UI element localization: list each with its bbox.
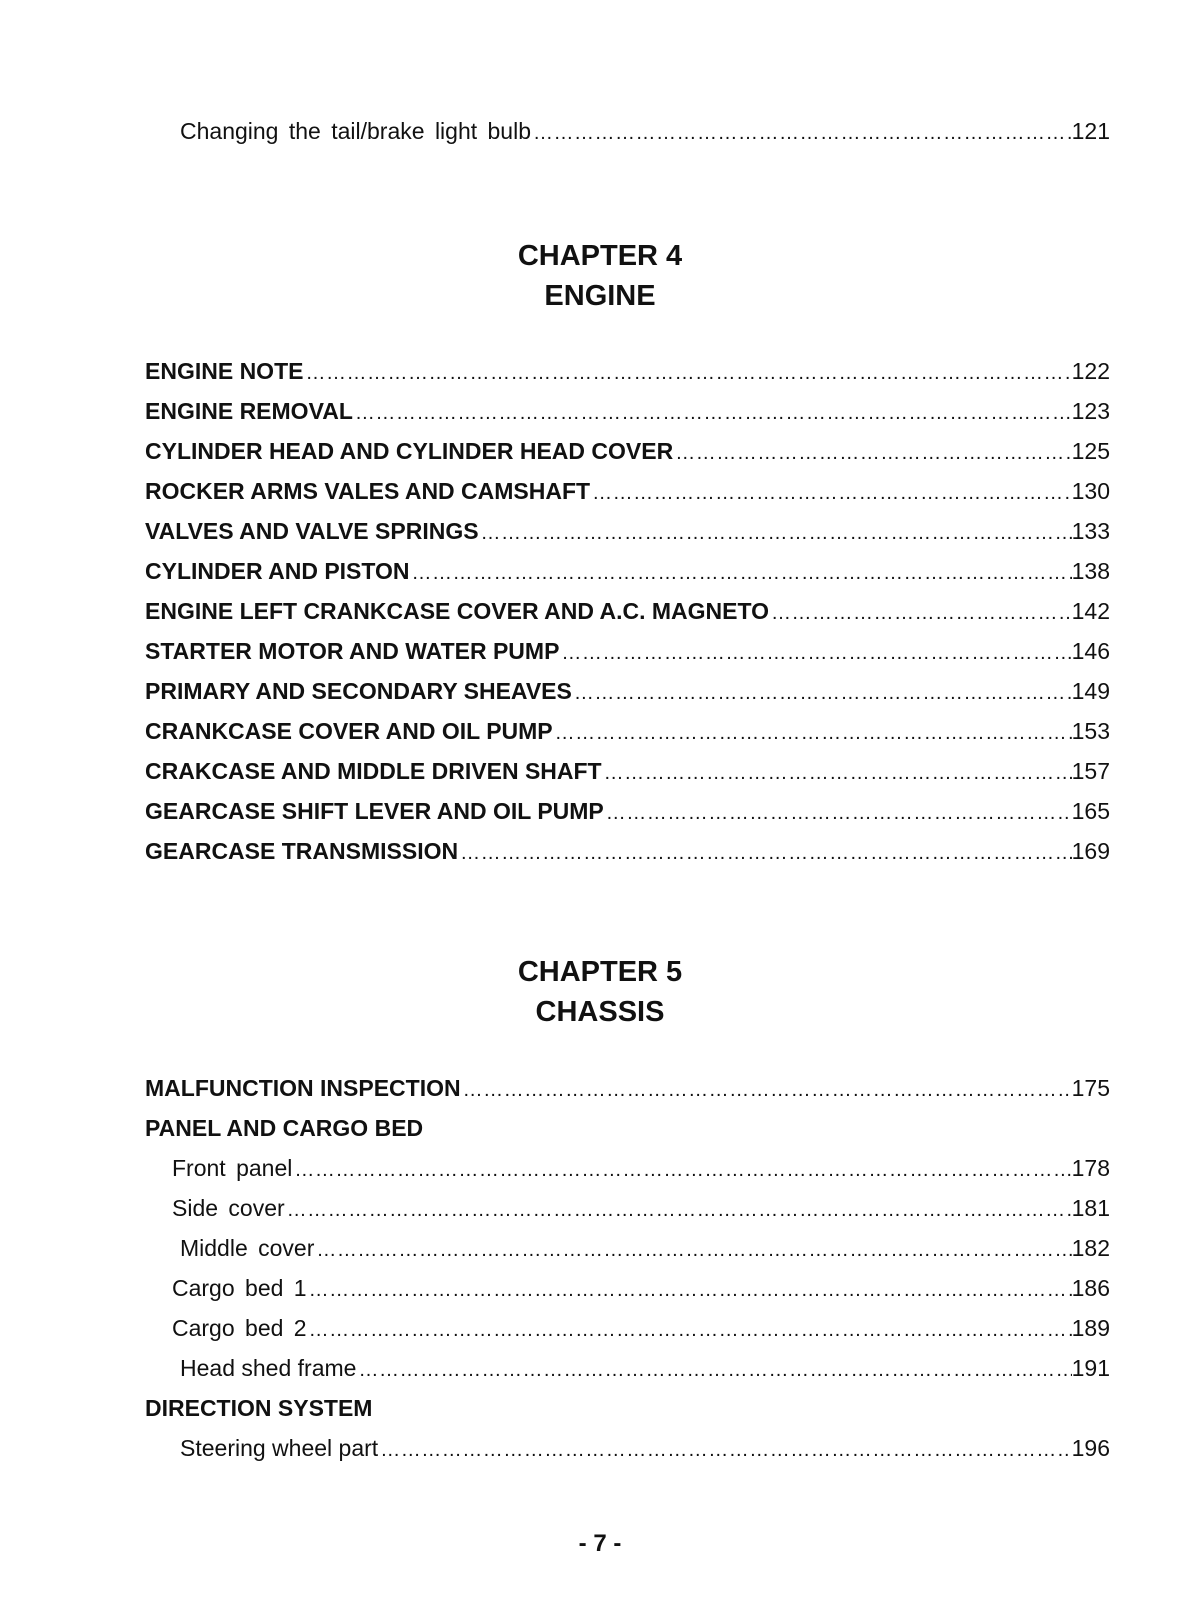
toc-entry-label: Cargo bed 1: [172, 1275, 307, 1301]
page-number: - 7 -: [578, 1530, 622, 1557]
toc-entry: [180, 118, 1110, 148]
dot-leader: [531, 122, 1072, 145]
toc-entry-label: STARTER MOTOR AND WATER PUMP: [145, 638, 560, 664]
dot-leader: [285, 1199, 1072, 1222]
toc-entry-label: Side cover: [172, 1195, 285, 1221]
toc-entry-page: 123: [1071, 398, 1110, 424]
dot-leader: [572, 682, 1072, 705]
toc-entry-label: Cargo bed 2: [172, 1315, 307, 1341]
dot-leader: [378, 1439, 1071, 1462]
dot-leader: [314, 1239, 1071, 1262]
dot-leader: [769, 602, 1072, 625]
dot-leader: [553, 722, 1072, 745]
toc-entry: [145, 838, 1110, 868]
toc-entry-page: 133: [1071, 518, 1110, 544]
dot-leader: [292, 1159, 1071, 1182]
chapter-heading: CHAPTER 5: [517, 956, 683, 988]
toc-entry-label: GEARCASE SHIFT LEVER AND OIL PUMP: [145, 798, 604, 824]
toc-entry-label: CYLINDER AND PISTON: [145, 558, 410, 584]
toc-entry-page: 153: [1071, 718, 1110, 744]
toc-entry-label: ENGINE LEFT CRANKCASE COVER AND A.C. MAGNETO: [145, 598, 770, 624]
toc-entry-page: 121: [1071, 118, 1110, 144]
toc-entry-label: CYLINDER HEAD AND CYLINDER HEAD COVER: [145, 438, 674, 464]
toc-entry: [145, 758, 1110, 788]
chapter-title: ENGINE: [544, 280, 656, 312]
toc-entry: [180, 1435, 1110, 1465]
toc-entry-page: 169: [1071, 838, 1110, 864]
toc-section-heading: [145, 1115, 1110, 1145]
dot-leader: [356, 1359, 1071, 1382]
toc-entry: [172, 1315, 1110, 1345]
toc-entry-page: 182: [1071, 1235, 1110, 1261]
dot-leader: [307, 1319, 1072, 1342]
dot-leader: [479, 522, 1072, 545]
chapter-title: CHASSIS: [535, 996, 665, 1028]
toc-entry-page: 157: [1071, 758, 1110, 784]
toc-entry-page: 122: [1071, 358, 1110, 384]
toc-entry: [145, 558, 1110, 588]
dot-leader: [307, 1279, 1072, 1302]
toc-entry: [145, 678, 1110, 708]
dot-leader: [602, 762, 1072, 785]
toc-entry: [145, 438, 1110, 468]
toc-entry: [145, 398, 1110, 428]
toc-entry-page: 138: [1071, 558, 1110, 584]
toc-entry: [145, 478, 1110, 508]
dot-leader: [410, 562, 1072, 585]
dot-leader: [590, 482, 1072, 505]
toc-entry: [172, 1275, 1110, 1305]
toc-section-label: DIRECTION SYSTEM: [145, 1395, 373, 1421]
toc-entry: [145, 718, 1110, 748]
dot-leader: [353, 402, 1072, 425]
dot-leader: [673, 442, 1071, 465]
toc-entry-page: 191: [1071, 1355, 1110, 1381]
toc-entry: [145, 358, 1110, 388]
toc-entry-page: 130: [1071, 478, 1110, 504]
dot-leader: [559, 642, 1071, 665]
toc-entry-label: GEARCASE TRANSMISSION: [145, 838, 459, 864]
toc-entry: [180, 1355, 1110, 1385]
toc-entry-page: 146: [1071, 638, 1110, 664]
toc-entry: [180, 1235, 1110, 1265]
toc-entry-label: ENGINE NOTE: [145, 358, 304, 384]
toc-entry-label: Middle cover: [180, 1235, 315, 1261]
toc-entry: [145, 798, 1110, 828]
dot-leader: [461, 1079, 1072, 1102]
toc-entry-label: Changing the tail/brake light bulb: [180, 118, 532, 144]
toc-entry-label: Steering wheel part: [180, 1435, 379, 1461]
dot-leader: [458, 842, 1072, 865]
toc-entry: [145, 1075, 1110, 1105]
toc-entry-page: 181: [1071, 1195, 1110, 1221]
toc-entry-label: MALFUNCTION INSPECTION: [145, 1075, 461, 1101]
toc-entry-label: Front panel: [172, 1155, 293, 1181]
toc-entry-page: 165: [1071, 798, 1110, 824]
toc-entry-label: PRIMARY AND SECONDARY SHEAVES: [145, 678, 572, 704]
toc-entry: [172, 1195, 1110, 1225]
toc-entry-page: 149: [1071, 678, 1110, 704]
dot-leader: [604, 802, 1072, 825]
chapter-heading: CHAPTER 4: [517, 240, 683, 272]
toc-entry-label: CRANKCASE COVER AND OIL PUMP: [145, 718, 553, 744]
toc-entry-page: 189: [1071, 1315, 1110, 1341]
toc-entry-page: 175: [1071, 1075, 1110, 1101]
toc-entry: [145, 518, 1110, 548]
toc-entry-page: 125: [1071, 438, 1110, 464]
toc-entry-page: 178: [1071, 1155, 1110, 1181]
toc-entry-label: CRAKCASE AND MIDDLE DRIVEN SHAFT: [145, 758, 602, 784]
toc-entry-label: Head shed frame: [180, 1355, 357, 1381]
toc-section-label: PANEL AND CARGO BED: [145, 1115, 424, 1141]
toc-entry-page: 142: [1071, 598, 1110, 624]
toc-entry: [145, 598, 1110, 628]
toc-entry-label: ENGINE REMOVAL: [145, 398, 353, 424]
toc-section-heading: [145, 1395, 1110, 1425]
toc-entry: [145, 638, 1110, 668]
toc-entry-label: VALVES AND VALVE SPRINGS: [145, 518, 479, 544]
toc-entry-label: ROCKER ARMS VALES AND CAMSHAFT: [145, 478, 591, 504]
toc-entry-page: 196: [1071, 1435, 1110, 1461]
toc-entry: [172, 1155, 1110, 1185]
dot-leader: [303, 362, 1071, 385]
toc-entry-page: 186: [1071, 1275, 1110, 1301]
